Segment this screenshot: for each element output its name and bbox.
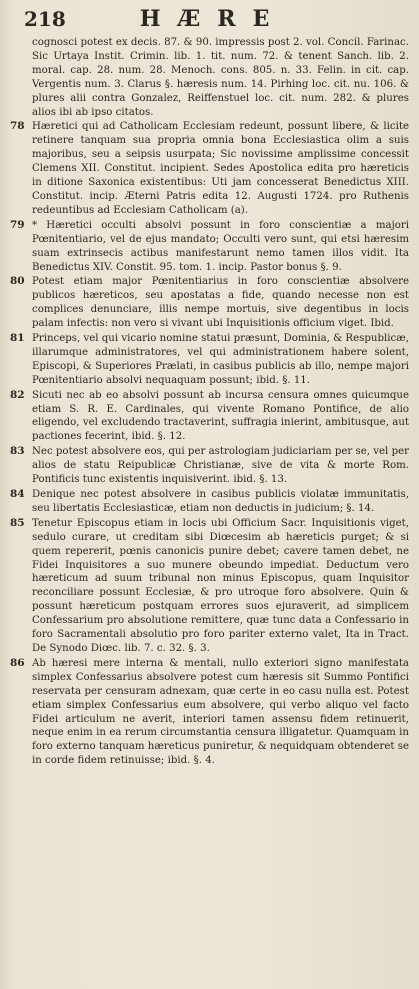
paragraph-text: Denique nec potest absolvere in casibus publicis violatæ immunitatis, seu libertatis Ecclesiasticæ, etiam non deductis in judicium; §. 14.	[32, 489, 409, 514]
paragraph-number: 82	[10, 388, 25, 401]
paragraph-number: 80	[10, 275, 25, 288]
paragraph-number: 78	[10, 120, 25, 133]
paragraph-text: Princeps, vel qui vicario nomine statui præsunt, Dominia, & Respublicæ, illarumque administratores, vel qui administrationem habere solent, Episcopi, & Superiores Prælati, in casibus publicis ab illo, nempe majori Pœnitentiario absolvi nequaquam possunt; ibid. §. 11.	[32, 333, 409, 386]
paragraph-text: Hæretici qui ad Catholicam Ecclesiam redeunt, possunt libere, & licite retinere tanquam sua propria omnia bona Ecclesiastica olim a suis majoribus, seu a seipsis usurpata; Sic novissime amplissime concessit Clemens XII. Constitut. incipient. Sedes Apostolica edita pro hæreticis in ditione Saxonica existentibus: Uti jam concesserat Benedictus XIII. Constitut. incip. Æterni Patris edita 12. Augusti 1724. pro Ruthenis redeuntibus ad Ecclesiam Catholicam (a).	[32, 121, 409, 216]
paragraph-text: Sicuti nec ab eo absolvi possunt ab incursa censura omnes quicumque etiam S. R. E. Cardinales, qui vivente Romano Pontifice, de alio eligendo, vel excludendo tractaverint, suffragia inierint, ambitusque, aut pactiones fecerint, ibid. §. 12.	[32, 389, 409, 443]
paragraph-continuation	[10, 36, 409, 119]
paragraph-78	[10, 120, 409, 217]
paragraph-number: 79	[10, 218, 25, 231]
paragraph-number: 84	[10, 488, 25, 500]
paragraph-number: 86	[10, 656, 25, 669]
paragraph-text: Potest etiam major Pœnitentiarius in foro conscientiæ absolvere publicos hæreticos, seu apostatas a fide, quando necesse non est complices denunciare, illis nempe mortuis, sive degentibus in locis palam infectis: non vero si vivant ubi Inquisitionis officium viget. Ibid.	[32, 276, 409, 330]
paragraph-number: 85	[10, 516, 25, 529]
running-head	[24, 6, 409, 36]
paragraph-79	[10, 219, 409, 275]
paragraph-84	[10, 488, 409, 516]
paragraph-text: Nec potest absolvere eos, qui per astrologiam judiciariam per se, vel per alios de statu Reipublicæ Christianæ, sive de vita & morte Rom. Pontificis tunc existentis inquisiverint. ibid. §. 13.	[32, 446, 409, 486]
page-number: 218	[24, 7, 66, 31]
paragraph-text: Tenetur Episcopus etiam in locis ubi Officium Sacr. Inquisitionis viget, sedulo curare, ut creditam sibi Diœcesim ab hæreticis purget; & si quem repererit, pœnis canonicis punire debet; cavere tamen debet, ne Fidei Inquisitores a suo munere obeundo impediat. Deductum vero hæreticum ad suum tribunal non minus Episcopus, quam Inquisitor reconciliare possunt Ecclesiæ, & pro utroque foro absolvere. Quin & possunt hæreticum postquam errores suos ejuraverit, ad simplicem Confessarium pro absolutione remittere, quæ tunc data a Confessario in foro Sacramentali absolutio pro foro pariter externo valet, Ita in Tract. De Synodo Diœc. lib. 7. c. 32. §. 3.	[32, 517, 409, 654]
paragraph-85	[10, 517, 409, 656]
paragraph-86	[10, 657, 409, 768]
body-text	[10, 36, 409, 768]
paragraph-82	[10, 389, 409, 445]
paragraph-80	[10, 275, 409, 331]
paragraph-81	[10, 332, 409, 388]
running-title: HÆRE	[139, 6, 287, 32]
paragraph-text: * Hæretici occulti absolvi possunt in foro conscientiæ a majori Pœnitentiario, vel de ejus mandato; Occulti vero sunt, qui etsi hæresim suam extrinsecis actibus manifestarunt nemo tamen illos vidit. Ita Benedictus XIV. Constit. 95. tom. 1. incip. Pastor bonus §. 9.	[32, 219, 409, 273]
paragraph-text: cognosci potest ex decis. 87. & 90. impressis post 2. vol. Concil. Farinac. Sic Urtaya Instit. Crimin. lib. 1. tit. num. 72. & tenent Sanch. lib. 2. moral. cap. 28. num. 28. Menoch. cons. 805. n. 33. Felin. in cit. cap. Vergentis num. 3. Clarus §. hæresis num. 14. Pirhing loc. cit. nu. 106. & plures alii contra Gonzalez, Reiffenstuel loc. cit. num. 282. & plures alios ibi ab ipso citatos.	[32, 37, 409, 118]
paragraph-83	[10, 445, 409, 487]
paragraph-text: Ab hæresi mere interna & mentali, nullo exteriori signo manifestata simplex Confessarius absolvere potest cum hæresis sit Summo Pontifici reservata per censuram adnexam, quæ certe in eo casu nulla est. Potest etiam simplex Confessarius eum absolvere, qui verbo aliquo vel facto Fidei articulum ne averit, interiori tamen assensu fidem retinuerit, neque enim in ea rerum circumstantia censura illigatetur. Quamquam in foro externo tanquam hæreticus puniretur, & nequidquam obtenderet se in corde fidem retinuisse; ibid. §. 4.	[32, 657, 409, 767]
paragraph-number: 81	[10, 332, 25, 345]
paragraph-number: 83	[10, 445, 25, 458]
